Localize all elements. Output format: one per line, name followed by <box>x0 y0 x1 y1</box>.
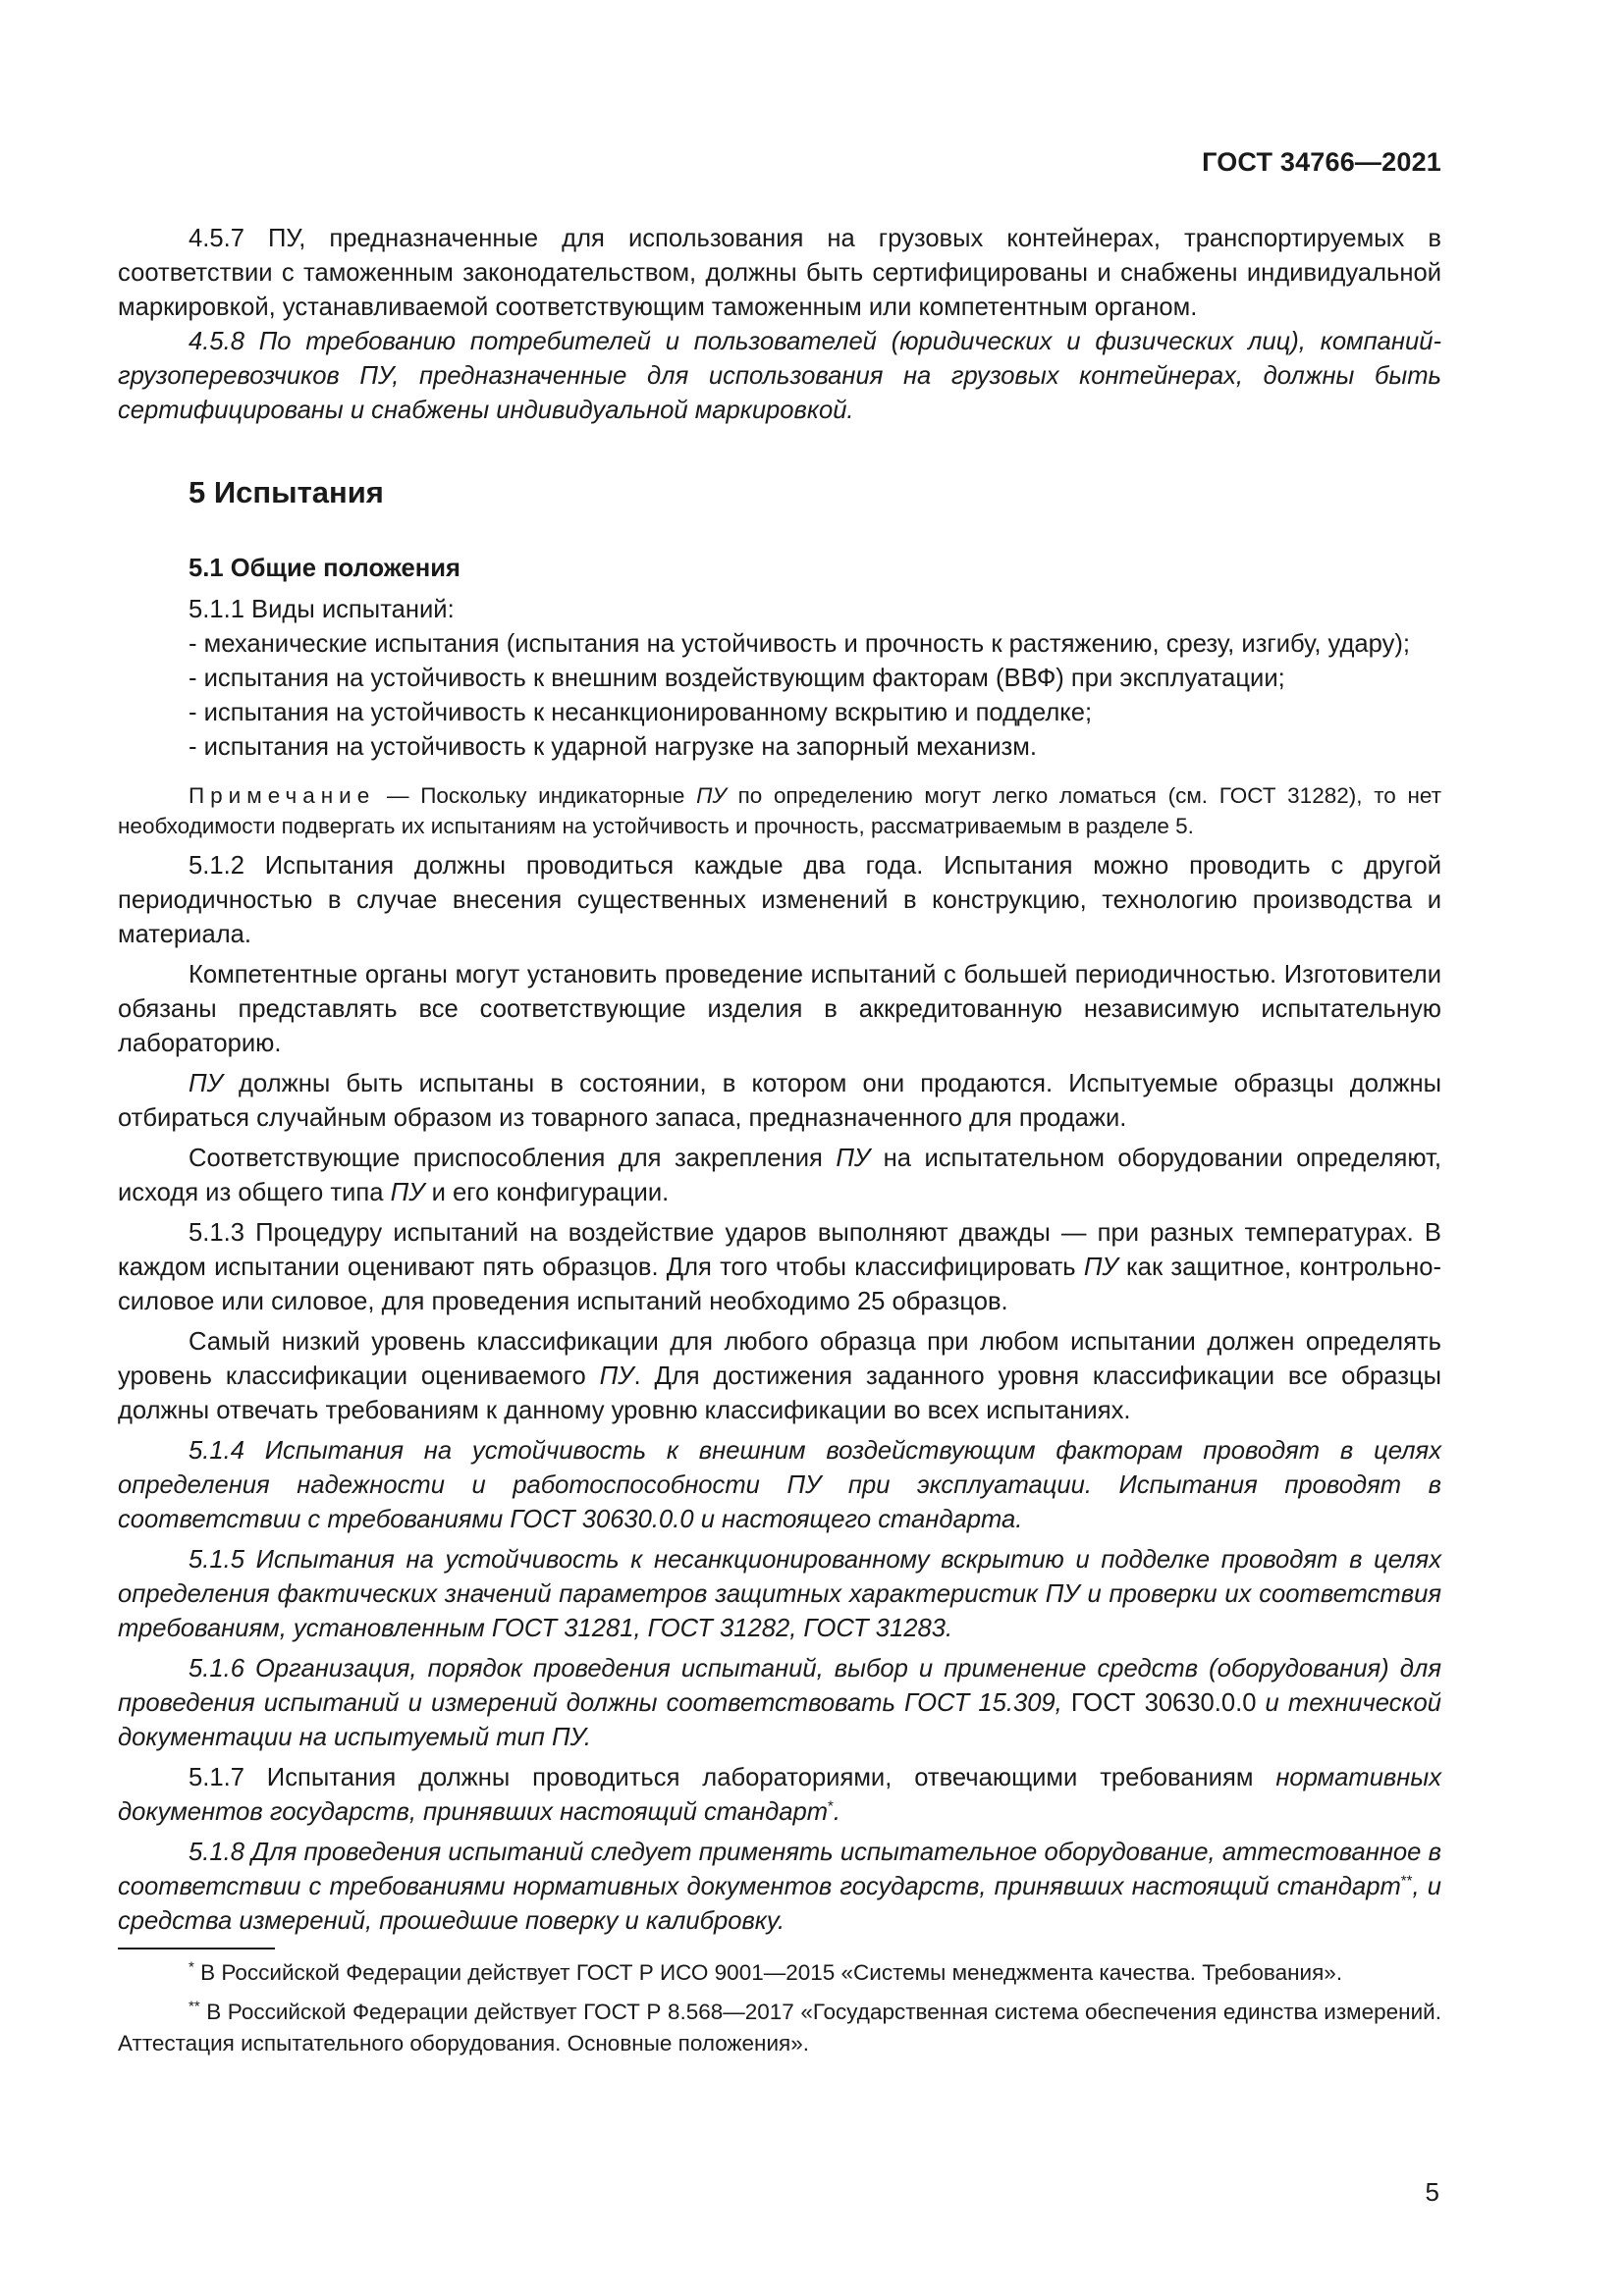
paragraph-5-1-2-d-text-3: и его конфигурации. <box>424 1179 670 1206</box>
paragraph-5-1-6-italic-1: 5.1.6 Организация, порядок проведения испытаний, выбор и применение средств (оборудования) для проведения испытаний и измерений должны соответствовать ГОСТ 15.309, <box>118 1655 1441 1717</box>
paragraph-5-1-8 <box>118 1836 1441 1939</box>
paragraph-5-1-2-d-text-2: на испытательном оборудовании определяют, исходя из общего типа <box>118 1145 1442 1206</box>
footnote-1 <box>118 1957 1441 1989</box>
section-5-1-heading: 5.1 Общие положения <box>189 555 460 582</box>
paragraph-4-5-7: 4.5.7 ПУ, предназначенные для использования на грузовых контейнерах, транспортируемых в соответствии с таможенным законодательством, должны быть сертифицированы и снабжены индивидуальной маркировкой, устанавливаемой соответствующим таможенным или компетентным органом. <box>118 225 1441 321</box>
list-item-tampering: - испытания на устойчивость к несанкционированному вскрытию и подделке; <box>189 699 1093 726</box>
paragraph-5-1-7 <box>118 1761 1441 1830</box>
paragraph-4-5-8-text: 4.5.8 По требованию потребителей и пользователей (юридических и физических лиц), компаний-грузоперевозчиков ПУ, предназначенные для использования на грузовых контейнерах, должны быть сертифицированы и снабжены индивидуальной маркировкой. <box>118 328 1441 424</box>
paragraph-5-1-3-text-1: 5.1.3 Процедуру испытаний на воздействие ударов выполняют дважды — при разных температурах. В каждом испытании оценивают пять образцов. Для того чтобы классифицировать <box>118 1219 1441 1281</box>
list-item-impact-load: - испытания на устойчивость к ударной нагрузке на запорный механизм. <box>189 733 1037 761</box>
paragraph-5-1-2: 5.1.2 Испытания должны проводиться каждые два года. Испытания можно проводить с другой периодичностью в случае внесения существенных изменений в конструкцию, технологию производства и материала. <box>118 852 1441 948</box>
paragraph-4-5-8 <box>118 325 1441 428</box>
footnote-2 <box>118 1997 1441 2059</box>
list-item-mechanical-tests: - механические испытания (испытания на устойчивость и прочность к растяжению, срезу, изгибу, удару); <box>189 630 1411 658</box>
paragraph-5-1-8-text-2: , и средства измерений, прошедшие поверку и калибровку. <box>118 1873 1441 1935</box>
page-number: 5 <box>1425 2177 1439 2207</box>
paragraph-5-1-7-normal: 5.1.7 Испытания должны проводиться лабораториями, отвечающими требованиям <box>189 1764 1276 1791</box>
note-dash: — <box>375 783 421 808</box>
paragraph-5-1-5-text: 5.1.5 Испытания на устойчивость к несанкционированному вскрытию и подделке проводят в целях определения фактических значений параметров защитных характеристик ПУ и проверки их соответствия требованиям, установленным ГОСТ 31281, ГОСТ 31282, ГОСТ 31283. <box>118 1546 1441 1642</box>
paragraph-5-1-5 <box>118 1543 1441 1646</box>
pu-term: ПУ <box>189 1070 223 1097</box>
note-label: Примечание <box>189 783 376 808</box>
paragraph-5-1-7-end: . <box>833 1798 841 1826</box>
footnote-1-mark: * <box>189 1958 194 1976</box>
note-text-2: по определению могут легко ломаться (см. ГОСТ 31282), то нет необходимости подвергать их испытаниям на устойчивость и прочность, рассматриваемым в разделе 5. <box>118 783 1441 838</box>
footnote-2-mark: ** <box>189 1998 200 2015</box>
note-pu: ПУ <box>696 783 727 808</box>
pu-term: ПУ <box>836 1145 871 1172</box>
paragraph-5-1-7-italic: нормативных документов государств, принявших настоящий стандарт <box>118 1764 1441 1826</box>
footnote-2-text: В Российской Федерации действует ГОСТ Р 8.568—2017 «Государственная система обеспечения единства измерений. Аттестация испытательного оборудования. Основные положения». <box>118 2000 1441 2056</box>
pu-term: ПУ <box>599 1362 634 1390</box>
paragraph-5-1-4-text: 5.1.4 Испытания на устойчивость к внешним воздействующим факторам проводят в целях определения надежности и работоспособности ПУ при эксплуатации. Испытания проводят в соответствии с требованиями ГОСТ 30630.0.0 и настоящего стандарта. <box>118 1437 1441 1533</box>
page-body <box>118 222 1441 1939</box>
paragraph-5-1-6-normal: ГОСТ 30630.0.0 <box>1061 1689 1257 1717</box>
paragraph-5-1-1: 5.1.1 Виды испытаний: <box>189 596 455 623</box>
paragraph-5-1-3-b-text-2: . Для достижения заданного уровня классификации все образцы должны отвечать требованиям к данному уровню классификации во всех испытаниях. <box>118 1362 1441 1424</box>
paragraph-5-1-2-d <box>118 1142 1441 1210</box>
document-code-header: ГОСТ 34766—2021 <box>1202 147 1441 177</box>
section-5-heading: 5 Испытания <box>189 475 384 509</box>
paragraph-5-1-6-italic-2: и технической документации на испытуемый тип ПУ. <box>118 1689 1441 1751</box>
paragraph-5-1-8-text-1: 5.1.8 Для проведения испытаний следует применять испытательное оборудование, аттестованное в соответствии с требованиями нормативных документов государств, принявших настоящий стандарт <box>118 1839 1441 1900</box>
paragraph-5-1-4 <box>118 1434 1441 1537</box>
note-text-1: Поскольку индикаторные <box>420 783 697 808</box>
paragraph-5-1-6 <box>118 1652 1441 1755</box>
paragraph-5-1-2-b: Компетентные органы могут установить проведение испытаний с большей периодичностью. Изготовители обязаны представлять все соответствующие изделия в аккредитованную независимую испытательную лабораторию. <box>118 961 1441 1057</box>
note-block <box>118 780 1441 841</box>
footnotes <box>118 1957 1441 2067</box>
pu-term: ПУ <box>390 1179 425 1206</box>
paragraph-5-1-2-c <box>118 1067 1441 1136</box>
paragraph-5-1-3 <box>118 1216 1441 1319</box>
pu-term: ПУ <box>1083 1254 1118 1281</box>
paragraph-5-1-3-text-2: как защитное, контрольно-силовое или силовое, для проведения испытаний необходимо 25 образцов. <box>118 1254 1442 1315</box>
list-item-external-factors: - испытания на устойчивость к внешним воздействующим факторам (ВВФ) при эксплуатации; <box>189 665 1285 692</box>
paragraph-5-1-3-b-text-1: Самый низкий уровень классификации для любого образца при любом испытании должен определять уровень классификации оцениваемого <box>118 1328 1441 1390</box>
footnote-ref-2: ** <box>1400 1872 1413 1890</box>
footnote-separator <box>118 1948 275 1949</box>
paragraph-5-1-2-c-text: должны быть испытаны в состоянии, в котором они продаются. Испытуемые образцы должны отбираться случайным образом из товарного запаса, предназначенного для продажи. <box>118 1070 1441 1132</box>
footnote-ref-1: * <box>828 1797 834 1815</box>
paragraph-5-1-2-d-text-1: Соответствующие приспособления для закрепления <box>189 1145 837 1172</box>
footnote-1-text: В Российской Федерации действует ГОСТ Р ИСО 9001—2015 «Системы менеджмента качества. Требования». <box>193 1960 1343 1985</box>
paragraph-5-1-3-b <box>118 1325 1441 1428</box>
